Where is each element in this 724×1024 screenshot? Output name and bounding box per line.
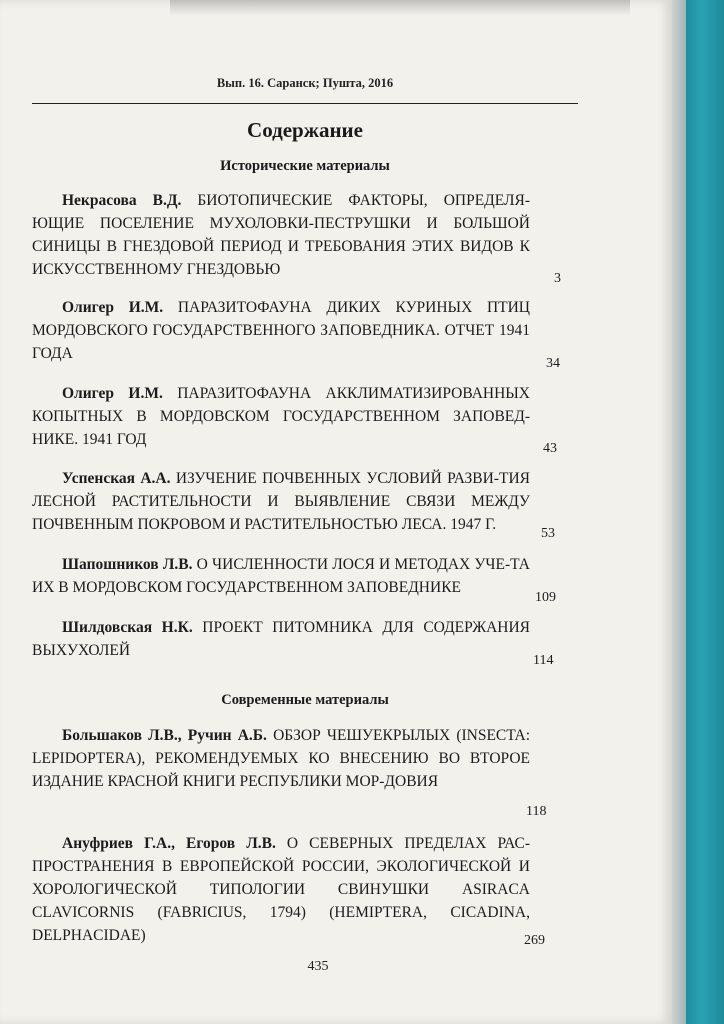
running-header: Вып. 16. Саранск; Пушта, 2016 xyxy=(216,76,394,90)
entry-author: Олигер И.М. xyxy=(62,385,163,402)
entry-author: Ануфриев Г.А., Егоров Л.В. xyxy=(62,835,276,852)
page-title: Содержание xyxy=(247,118,363,142)
entry-page-number: 118 xyxy=(526,804,547,819)
entry-author: Шапошников Л.В. xyxy=(62,556,193,573)
entry-title: ПАРАЗИТОФАУНА ДИКИХ КУРИНЫХ ПТИЦ МОРДОВСКОГО ГОСУДАРСТВЕННОГО ЗАПОВЕДНИКА. ОТЧЕТ 1941 ГОДА xyxy=(32,299,530,362)
toc-entry xyxy=(32,724,530,793)
entry-page-number: 43 xyxy=(543,441,557,456)
toc-entry xyxy=(32,467,530,536)
page-edge xyxy=(672,0,686,1024)
entry-title: ПАРАЗИТОФАУНА АККЛИМАТИЗИРОВАННЫХ КОПЫТНЫХ В МОРДОВСКОМ ГОСУДАРСТВЕННОМ ЗАПОВЕД-НИКЕ. 1941 ГОД xyxy=(32,385,530,448)
entry-author: Большаков Л.В., Ручин А.Б. xyxy=(62,727,267,744)
entry-title: ИЗУЧЕНИЕ ПОЧВЕННЫХ УСЛОВИЙ РАЗВИ-ТИЯ ЛЕСНОЙ РАСТИТЕЛЬНОСТИ И ВЫЯВЛЕНИЕ СВЯЗИ МЕЖДУ ПОЧВЕННЫМ ПОКРОВОМ И РАСТИТЕЛЬНОСТЬЮ ЛЕСА. 1947 Г. xyxy=(32,470,530,533)
entry-author: Шилдовская Н.К. xyxy=(62,619,193,636)
toc-entry xyxy=(32,616,530,662)
toc-entry xyxy=(32,382,530,451)
entry-page-number: 109 xyxy=(535,590,556,605)
scan-smudge xyxy=(170,0,630,16)
entry-title: О ЧИСЛЕННОСТИ ЛОСЯ И МЕТОДАХ УЧЕ-ТА ИХ В МОРДОВСКОМ ГОСУДАРСТВЕННОМ ЗАПОВЕДНИКЕ xyxy=(32,556,530,596)
entry-title: БИОТОПИЧЕСКИЕ ФАКТОРЫ, ОПРЕДЕЛЯ-ЮЩИЕ ПОСЕЛЕНИЕ МУХОЛОВКИ-ПЕСТРУШКИ И БОЛЬШОЙ СИНИЦЫ В ГНЕЗДОВОЙ ПЕРИОД И ТРЕБОВАНИЯ ЭТИХ ВИДОВ К ИСКУССТВЕННОМУ ГНЕЗДОВЬЮ xyxy=(32,192,531,278)
entry-title: ПРОЕКТ ПИТОМНИКА ДЛЯ СОДЕРЖАНИЯ ВЫХУХОЛЕЙ xyxy=(32,619,531,659)
entry-page-number: 53 xyxy=(541,526,555,541)
section-historical: Исторические материалы xyxy=(220,158,390,174)
entry-author: Олигер И.М. xyxy=(62,299,164,316)
book-cover-binding xyxy=(686,0,724,1024)
header-rule xyxy=(32,103,578,104)
toc-entry xyxy=(32,296,530,365)
entry-page-number: 34 xyxy=(546,356,560,371)
entry-author: Успенская А.А. xyxy=(62,470,171,487)
section-modern: Современные материалы xyxy=(221,692,389,708)
page-folio: 435 xyxy=(307,959,329,974)
entry-title: О СЕВЕРНЫХ ПРЕДЕЛАХ РАС-ПРОСТРАНЕНИЯ В ЕВРОПЕЙСКОЙ РОССИИ, ЭКОЛОГИЧЕСКОЙ И ХОРОЛОГИЧЕСКОЙ ТИПОЛОГИИ СВИНУШКИ ASIRACA CLAVICORNIS (FABRICIUS, 1794) (HEMIPTERA, CICADINA, DELPHACIDAE) xyxy=(32,835,530,944)
toc-entry xyxy=(32,553,530,599)
entry-page-number: 269 xyxy=(524,933,545,948)
toc-entry xyxy=(32,189,530,281)
toc-entry xyxy=(32,832,530,947)
entry-page-number: 114 xyxy=(533,653,554,668)
entry-author: Некрасова В.Д. xyxy=(62,192,182,209)
entry-page-number: 3 xyxy=(554,271,561,286)
entry-title: ОБЗОР ЧЕШУЕКРЫЛЫХ (INSECTA: LEPIDOPTERA), РЕКОМЕНДУЕМЫХ КО ВНЕСЕНИЮ ВО ВТОРОЕ ИЗДАНИЕ КРАСНОЙ КНИГИ РЕСПУБЛИКИ МОР-ДОВИЯ xyxy=(32,727,530,790)
